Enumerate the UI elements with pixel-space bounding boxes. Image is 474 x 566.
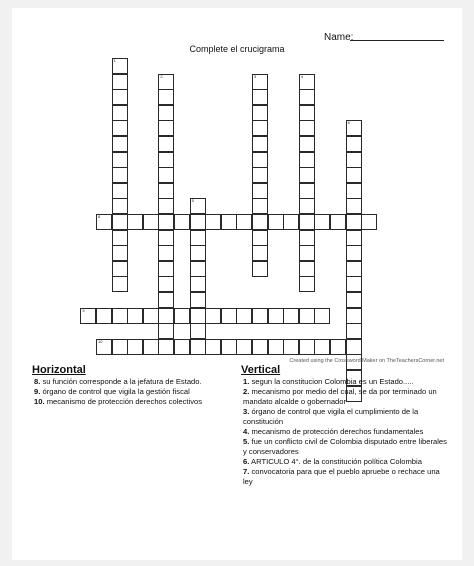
crossword-cell[interactable] <box>252 308 268 324</box>
crossword-cell[interactable] <box>96 308 112 324</box>
crossword-cell[interactable] <box>236 308 252 324</box>
crossword-cell[interactable] <box>221 214 237 230</box>
clue-vertical-3: 3. órgano de control que vigila el cumplimiento de la constitución <box>243 407 419 426</box>
crossword-cell[interactable] <box>346 292 362 308</box>
crossword-cell[interactable] <box>221 308 237 324</box>
crossword-cell[interactable] <box>112 183 128 199</box>
crossword-cell[interactable] <box>299 183 315 199</box>
crossword-cell[interactable] <box>314 339 330 355</box>
crossword-cell[interactable] <box>190 245 206 261</box>
crossword-cell[interactable] <box>158 323 174 339</box>
crossword-cell[interactable] <box>112 120 128 136</box>
crossword-cell[interactable] <box>112 230 128 246</box>
crossword-cell[interactable] <box>299 167 315 183</box>
crossword-cell[interactable] <box>252 245 268 261</box>
clue-vertical-4: 4. mecanismo de protección derechos fundamentales <box>243 427 424 436</box>
clue-horizontal-9: 9. órgano de control que vigila la gestión fiscal <box>34 387 190 396</box>
crossword-cell[interactable] <box>158 339 174 355</box>
crossword-cell[interactable] <box>252 230 268 246</box>
crossword-cell[interactable] <box>190 230 206 246</box>
crossword-cell[interactable] <box>190 214 206 230</box>
crossword-cell[interactable] <box>299 339 315 355</box>
crossword-cell[interactable] <box>174 214 190 230</box>
crossword-cell[interactable] <box>346 152 362 168</box>
crossword-cell[interactable] <box>283 339 299 355</box>
crossword-cell[interactable] <box>127 339 143 355</box>
crossword-cell[interactable] <box>158 230 174 246</box>
crossword-cell[interactable] <box>158 245 174 261</box>
page-title: Complete el crucigrama <box>189 44 285 54</box>
crossword-cell[interactable] <box>158 183 174 199</box>
crossword-cell[interactable] <box>112 167 128 183</box>
crossword-cell[interactable] <box>330 339 346 355</box>
vertical-heading: Vertical <box>241 364 281 376</box>
crossword-cell[interactable] <box>112 136 128 152</box>
clue-number: 8 <box>98 214 101 219</box>
crossword-cell[interactable] <box>190 339 206 355</box>
crossword-cell[interactable] <box>112 276 128 292</box>
crossword-cell[interactable] <box>205 214 221 230</box>
clue-number: 4 <box>300 73 304 79</box>
clue-number: 1 <box>113 58 116 63</box>
crossword-cell[interactable] <box>158 276 174 292</box>
crossword-cell[interactable] <box>143 339 159 355</box>
crossword-cell[interactable] <box>330 214 346 230</box>
crossword-cell[interactable] <box>158 105 174 121</box>
crossword-cell[interactable] <box>190 323 206 339</box>
crossword-cell[interactable] <box>299 230 315 246</box>
crossword-cell[interactable] <box>314 308 330 324</box>
crossword-cell[interactable] <box>346 198 362 214</box>
crossword-cell[interactable] <box>158 261 174 277</box>
crossword-cell[interactable] <box>96 214 112 230</box>
clue-horizontal-10: 10. mecanismo de protección derechos colectivos <box>34 397 203 406</box>
crossword-cell[interactable] <box>112 152 128 168</box>
crossword-cell[interactable] <box>346 276 362 292</box>
clue-number: 6 <box>347 120 350 126</box>
crossword-cell[interactable] <box>158 167 174 183</box>
crossword-cell[interactable] <box>158 214 174 230</box>
clue-horizontal-8: 8. su función corresponde a la jefatura de Estado. <box>34 377 202 386</box>
crossword-cell[interactable] <box>346 183 362 199</box>
crossword-cell[interactable] <box>346 214 362 230</box>
crossword-cell[interactable] <box>346 230 362 246</box>
crossword-cell[interactable] <box>236 214 252 230</box>
crossword-cell[interactable] <box>299 74 315 90</box>
crossword-cell[interactable] <box>299 136 315 152</box>
crossword-cell[interactable] <box>346 261 362 277</box>
crossword-cell[interactable] <box>252 152 268 168</box>
crossword-cell[interactable] <box>112 214 128 230</box>
crossword-cell[interactable] <box>127 214 143 230</box>
crossword-cell[interactable] <box>112 198 128 214</box>
clue-number: 3 <box>254 73 257 79</box>
crossword-cell[interactable] <box>174 339 190 355</box>
crossword-cell[interactable] <box>205 308 221 324</box>
crossword-cell[interactable] <box>143 308 159 324</box>
crossword-cell[interactable] <box>221 339 237 355</box>
crossword-cell[interactable] <box>346 323 362 339</box>
crossword-cell[interactable] <box>190 198 206 214</box>
vertical-clues <box>243 377 448 487</box>
clue-vertical-6: 6. ARTICULO 4°. de la constitución política Colombia <box>243 457 422 466</box>
crossword-cell[interactable] <box>112 89 128 105</box>
crossword-cell[interactable] <box>346 120 362 136</box>
crossword-cell[interactable] <box>252 261 268 277</box>
clue-vertical-5: 5. fue un conflicto civil de Colombia disputado entre liberales y conservadores <box>243 437 447 456</box>
crossword-cell[interactable] <box>112 261 128 277</box>
crossword-cell[interactable] <box>80 308 96 324</box>
crossword-cell[interactable] <box>143 214 159 230</box>
crossword-cell[interactable] <box>268 214 284 230</box>
clue-number: 10 <box>98 338 103 344</box>
name-label: Name: <box>324 32 354 43</box>
crossword-cell[interactable] <box>252 167 268 183</box>
crossword-cell[interactable] <box>112 105 128 121</box>
crossword-cell[interactable] <box>158 308 174 324</box>
crossword-cell[interactable] <box>190 261 206 277</box>
crossword-cell[interactable] <box>299 198 315 214</box>
crossword-cell[interactable] <box>127 308 143 324</box>
crossword-cell[interactable] <box>112 245 128 261</box>
crossword-cell[interactable] <box>96 339 112 355</box>
crossword-cell[interactable] <box>252 339 268 355</box>
clue-vertical-1: 1. segun la constitucion Colombia es un Estado..... <box>243 377 414 386</box>
crossword-cell[interactable] <box>158 152 174 168</box>
clue-number: 9 <box>82 307 85 313</box>
clue-vertical-2: 2. mecanismo por medio del cual, se da por terminado un mandato alcalde o gobernador <box>243 387 437 406</box>
crossword-cell[interactable] <box>190 308 206 324</box>
horizontal-heading: Horizontal <box>32 364 86 376</box>
crossword-cell[interactable] <box>299 276 315 292</box>
crossword-cell[interactable] <box>299 261 315 277</box>
crossword-cell[interactable] <box>112 58 128 74</box>
crossword-cell[interactable] <box>158 198 174 214</box>
crossword-cell[interactable] <box>158 136 174 152</box>
crossword-cell[interactable] <box>236 339 252 355</box>
crossword-cell[interactable] <box>346 245 362 261</box>
crossword-cell[interactable] <box>252 105 268 121</box>
crossword-cell[interactable] <box>299 152 315 168</box>
crossword-cell[interactable] <box>112 74 128 90</box>
crossword-cell[interactable] <box>268 308 284 324</box>
clue-number: 5 <box>191 198 194 204</box>
crossword-cell[interactable] <box>205 339 221 355</box>
crossword-cell[interactable] <box>268 339 284 355</box>
crossword-cell[interactable] <box>299 245 315 261</box>
crossword-cell[interactable] <box>299 120 315 136</box>
crossword-cell[interactable] <box>174 308 190 324</box>
crossword-cell[interactable] <box>346 339 362 355</box>
crossword-cell[interactable] <box>283 308 299 324</box>
crossword-cell[interactable] <box>299 308 315 324</box>
crossword-cell[interactable] <box>190 276 206 292</box>
crossword-cell[interactable] <box>346 308 362 324</box>
crossword-cell[interactable] <box>299 105 315 121</box>
crossword-cell[interactable] <box>252 214 268 230</box>
crossword-cell[interactable] <box>158 120 174 136</box>
crossword-cell[interactable] <box>283 214 299 230</box>
crossword-cell[interactable] <box>252 120 268 136</box>
crossword-cell[interactable] <box>314 214 330 230</box>
crossword-cell[interactable] <box>190 292 206 308</box>
crossword-cell[interactable] <box>299 214 315 230</box>
crossword-cell[interactable] <box>158 292 174 308</box>
crossword-cell[interactable] <box>299 89 315 105</box>
crossword-cell[interactable] <box>112 339 128 355</box>
crossword-cell[interactable] <box>252 198 268 214</box>
crossword-cell[interactable] <box>361 214 377 230</box>
crossword-cell[interactable] <box>252 89 268 105</box>
crossword-cell[interactable] <box>158 74 174 90</box>
crossword-cell[interactable] <box>346 167 362 183</box>
horizontal-clues <box>34 377 234 407</box>
crossword-cell[interactable] <box>252 74 268 90</box>
crossword-cell[interactable] <box>158 89 174 105</box>
clue-number: 2 <box>160 73 163 79</box>
crossword-cell[interactable] <box>252 136 268 152</box>
crossword-cell[interactable] <box>252 183 268 199</box>
credit-text: Created using the Crossword Maker on TheTeachersCorner.net <box>289 358 444 364</box>
clue-vertical-7: 7. convocatoria para que el pueblo apruebe o rechace una ley <box>243 467 440 486</box>
crossword-cell[interactable] <box>346 136 362 152</box>
crossword-cell[interactable] <box>112 308 128 324</box>
